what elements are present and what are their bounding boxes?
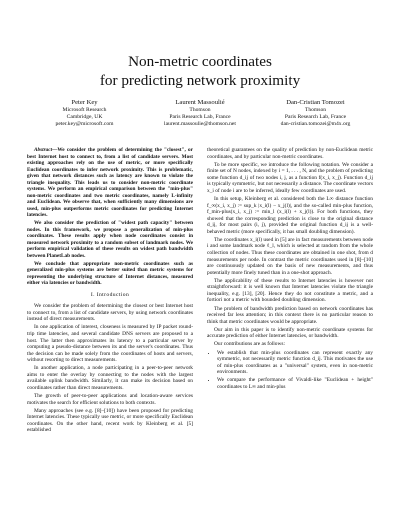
intro-paragraph-4: The growth of peer-to-peer applications and location-aware services motivates the search for efficient solutions to both contexts. bbox=[27, 393, 193, 406]
paper-title-line-2: for predicting network proximity bbox=[99, 72, 301, 89]
section-heading-introduction: I. Introduction bbox=[90, 291, 130, 298]
contribution-item: • We compare the performance of Vivaldi-like "Euclidean + height" coordinates to L∞ and min-plus bbox=[217, 377, 373, 390]
author-2 bbox=[143, 98, 258, 128]
contributions-list bbox=[207, 350, 373, 391]
author-email: laurent.massoulie@thomson.net bbox=[164, 121, 236, 127]
abstract bbox=[27, 147, 193, 287]
author-name: Peter Key bbox=[71, 99, 98, 106]
body-paragraph-6: The problem of bandwidth prediction based on network coordinates has received far less attention; in this context there is no particular reason to think that metric coordinates would be appropriate. bbox=[207, 305, 373, 325]
abstract-paragraph-3: We conclude that appropriate non-metric coordinates such as generalized min-plus systems are better suited than metric systems for representing the underlying structure of Internet distances, measured either via latencies or bandwidth. bbox=[27, 260, 193, 287]
author-affiliation: Microsoft Research bbox=[62, 107, 107, 113]
author-1 bbox=[27, 98, 142, 128]
abstract-paragraph-1: —We consider the problem of determining the "closest", or best Internet host to connect to, from a list of candidate servers. Most existing approaches rely on the use of metric, or more specifically Euclidean coordinates to infer network proximity. This is problematic, given that network distances such as latency are known to violate the triangle inequality. This leads us to consider non-metric coordinate systems. We perform an empirical comparison between the "min-plus" non-metric coordinates and two metric coordinates, namely L-infinity and Euclidean. We observe that, when sufficiently many dimensions are used, min-plus outperforms metric coordinates for predicting Internet latencies. bbox=[27, 147, 193, 218]
abstract-paragraph-2: We also consider the prediction of "widest path capacity" between nodes. In this framework, we propose a generalization of min-plus coordinates. These results apply when node coordinates consist in measured network proximity to a random subset of landmark nodes. We perform empirical validation of these results on widest path bandwidth between PlanetLab nodes. bbox=[27, 220, 193, 259]
author-affiliation: Thomson bbox=[304, 107, 327, 113]
paper-title-line-1: Non-metric coordinates bbox=[128, 53, 272, 70]
left-column bbox=[27, 147, 193, 436]
contribution-item: • We establish that min-plus coordinates can represent exactly any symmetric, not necessarily metric function d_ij. This motivates the use of min-plus coordinates as a "universal" system, even in non-metric environments. bbox=[217, 350, 373, 376]
body-paragraph-7: Our aim in this paper is to identify non-metric coordinate systems for accurate prediction of either Internet latencies, or bandwidth. bbox=[207, 326, 373, 340]
intro-paragraph-3: In another application, a node participating in a peer-to-peer network aims to enter the overlay by connecting to the nodes with the largest available uplink bandwidth. Similarly, it can make its decision based on coordinates rather than direct measurements. bbox=[27, 365, 193, 391]
author-name: Dan-Cristian Tomozei bbox=[286, 99, 345, 106]
author-email: peter.key@microsoft.com bbox=[55, 121, 114, 127]
intro-paragraph-1: We consider the problem of determining the closest or best Internet host to connect to, from a list of candidate servers, by using network coordinates instead of direct measurements. bbox=[27, 303, 193, 323]
intro-paragraph-2: In one application of interest, closeness is measured by IP packet round-trip time latencies, and several candidate DNS servers are proposed to a host. The latter then approximates its latency to a particular server by computing a pseudo-distance between its and the server's coordinates. Thus the decision can be made solely from the coordinates of hosts and servers, without resorting to direct measurements. bbox=[27, 324, 193, 364]
body-paragraph-3: In this setup, Kleinberg et al. considered both the L∞ distance function f_∞(x_i, x_j) := sup_k |x_i(l) − x_j(l)|, and the so-called min-plus function, f_min-plus(x_i, x_j) := min_l (x_i(l) + x_j(l)). For both functions, they showed that the corresponding prediction is close to the original distance d_ij, for most pairs (i, j), provided the original function d_ij is a well-behaved metric (more specifically, it has small doubling dimension). bbox=[207, 196, 373, 235]
body-paragraph-1: theoretical guarantees on the quality of prediction by non-Euclidean metric coordinates, and by particular non-metric coordinates. bbox=[207, 147, 373, 160]
right-column bbox=[207, 147, 373, 436]
body-paragraph-4: The coordinates x_i(l) used in [5] are in fact measurements between node i and some landmark node ℓ_l, which is selected at random from the whole collection of nodes. Thus these coordinates are obtained in one shot, from d measurements per node. In contrast the metric coordinates used in [8]–[10] are continuously updated on the basis of new measurements, and thus potentially more finely tuned than in a one-shot approach. bbox=[207, 236, 373, 276]
author-block bbox=[27, 98, 373, 128]
author-address: Cambridge, UK bbox=[66, 114, 103, 120]
author-name: Laurent Massoulié bbox=[175, 99, 225, 106]
author-email: dan-cristian.tomozei@m4x.org bbox=[280, 121, 351, 127]
intro-paragraph-5: Many approaches (see e.g. [8]–[10]) have been proposed for predicting Internet latencies. These typically use metric, or more specifically Euclidean coordinates. On the other hand, recent work by Kleinberg et al. [5] established bbox=[27, 407, 193, 434]
body-paragraph-8: Our contributions are as follows: bbox=[214, 341, 285, 348]
author-address: Paris Research Lab, France bbox=[169, 114, 231, 120]
body-paragraph-5: The applicability of these results to Internet latencies is however not straightforward: it is well known that Internet latencies violate the triangle inequality, e.g. [13], [20]. Hence they do not constitute a metric, and a fortiori not a metric with bounded doubling dimension. bbox=[207, 277, 373, 304]
author-address: Paris Research Lab, France bbox=[284, 114, 347, 120]
author-affiliation: Thomson bbox=[189, 107, 211, 113]
body-paragraph-2: To be more specific, we introduce the following notation. We consider a finite set of N nodes, indexed by i = 1, . . . , N, and the problem of predicting some function d_ij of two nodes i, j, as a function f(x_i, x_j). Function d_ij is typically symmetric, but not necessarily a distance. The coordinate vectors x_i of node i are to be inferred, ideally few coordinates are used. bbox=[207, 161, 373, 194]
author-3 bbox=[258, 98, 373, 128]
abstract-lead: Abstract bbox=[34, 147, 53, 153]
body-columns bbox=[27, 147, 373, 436]
